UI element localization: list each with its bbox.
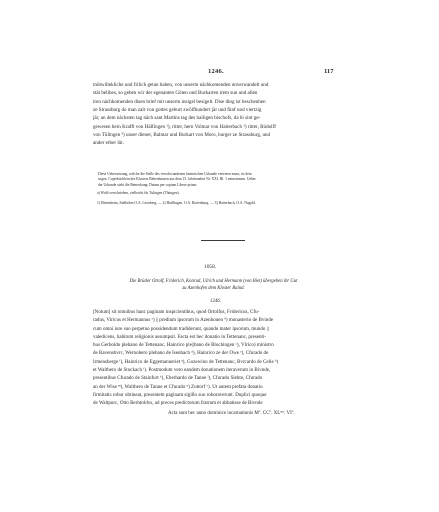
body-line: [Notum] sit omnibus hanc paginam inspicientibus, quod Ortolfus, Fridericus, Cfu-	[93, 310, 260, 315]
body-line: cum omni iure suo perpetuo possidendum tradiderunt, quando mater ipsorum, mundo ||	[93, 326, 269, 332]
source-note	[98, 172, 338, 188]
text-line: ze Strassburg do man zalt von gottes geburt zwölfhundert jär und fünf und viertzig	[93, 107, 262, 114]
summary-line: zu Azenhofen dem Kloster Baind.	[182, 286, 245, 292]
text-line: von Tülingen ³) unser diener, Balmar und Burkart von Moro, burger ze Strassburg, und	[93, 132, 271, 139]
acta-line: Acta sunt hec anno dominice incarnationis Mº. CCº. XLᵐᵒ. VIº.	[168, 411, 295, 416]
text-line: mütwillekliche und frilich getan haben, von unserm nächkomenden unverwandelt und	[93, 82, 269, 88]
document-body	[93, 309, 334, 409]
footnote-a: a) Wohl verschrieben, vielleicht für Tulingen (Thüngen).	[97, 191, 180, 195]
footnote-numbers: 1) Heimsheim, Südhöfen O.A. Leonberg. — 2) Hailfingen, O.A. Rottenburg. — 3) Haiterbach, O.A. Nagold.	[97, 201, 257, 205]
body-line: Irmensberge ᶠ), Hainrico de Eggemanneriet ᶢ), Gozewino de Tettenanc, Bvrcardo de Celle ʰ)	[93, 359, 279, 365]
text-line: stät belibes, so geben wir der egenanten Göten und Burkarten irem sun und allen	[93, 90, 258, 97]
document-summary	[93, 278, 334, 293]
text-line: iren nächkomenden disen brief mit unserm insigel besigelt. Dise ding ist beschenhen	[93, 98, 266, 105]
body-line: de Waltpurc, Otto Berhtoldvs, ad preces predictorum fratrum et abbatisse de Bivnde	[93, 401, 263, 407]
note-line: sogen. Copeibüchlein des Klosters Bebenhausen aus dem 15. Jahrhundert Nr. XXI. Bl. 1 entnommen. Ueber	[98, 177, 256, 182]
page-header-year: 1246.	[208, 68, 224, 75]
body-line: de Ravensbvrc, Wernohero plebano de Isenbach ᵈ), Hainrico ze der Owe ᵉ), Cfurado de	[93, 351, 269, 357]
main-text-top	[93, 81, 334, 148]
body-line: firmitatis robur obtineat, presentem paginam sigillo suo roboraverunt. Duplici quoque	[93, 392, 267, 398]
text-line: ander erber lüt.	[93, 140, 125, 147]
body-line: presentibus Cfurado de Stainfurt ᵏ), Eberhardo de Tanne ˡ), Cfurado Slehte, Cfurado	[93, 376, 263, 382]
page-number: 117	[324, 68, 334, 75]
note-line: Diese Uebersetzung, welche die Stelle des verschwundenen lateinischen Urkunde vertreten muss, ist dem	[98, 172, 252, 176]
body-line: an der Wise ᵐ), Walthero de Tanne et Cfurado ⁿ) Zuttorf ᵒ). Ut autem prefata donatio	[93, 384, 263, 390]
text-line: jär, an dem nächsten tag näch sant Martins tag des hailigen bischofs, da bi sint ge-	[93, 115, 261, 122]
section-divider	[201, 240, 245, 241]
document-number: 1058.	[204, 264, 217, 270]
summary-line: Die Brüder Ortolf, Friderich, Konrad, Ulrich und Hermann (von Biet) übergeben ihr Gut	[129, 279, 298, 284]
body-line: radus, Viricus et Hermannus ᵃ) || predium ipsorum in Azenhouen ᵇ) monasterio de Bvinde	[93, 318, 274, 324]
text-line: gewesen hern Krafft von Hälfingen ¹), ritter, hern Volmar von Haiterbach ²) ritter, Rüdolff	[93, 123, 276, 130]
body-line: valedicens, habitum religionis assumpsit. Facta est hec donatio in Tettenanc, presenti-	[93, 334, 267, 340]
body-line: et Walthero de Stockach ⁱ). Postmodum vero eandem donationem iteraverunt in Bivnde,	[93, 368, 271, 374]
note-line: der Urkunde steht die Bemerkung: Datum per copiam Libere primo.	[98, 182, 198, 187]
document-date: 1246.	[210, 299, 222, 304]
body-line: bus Gerboldo plebano de Tettenanc, Hainrico ple||bano de Blochingen ᶜ), Vlrico) ministro	[93, 343, 274, 349]
